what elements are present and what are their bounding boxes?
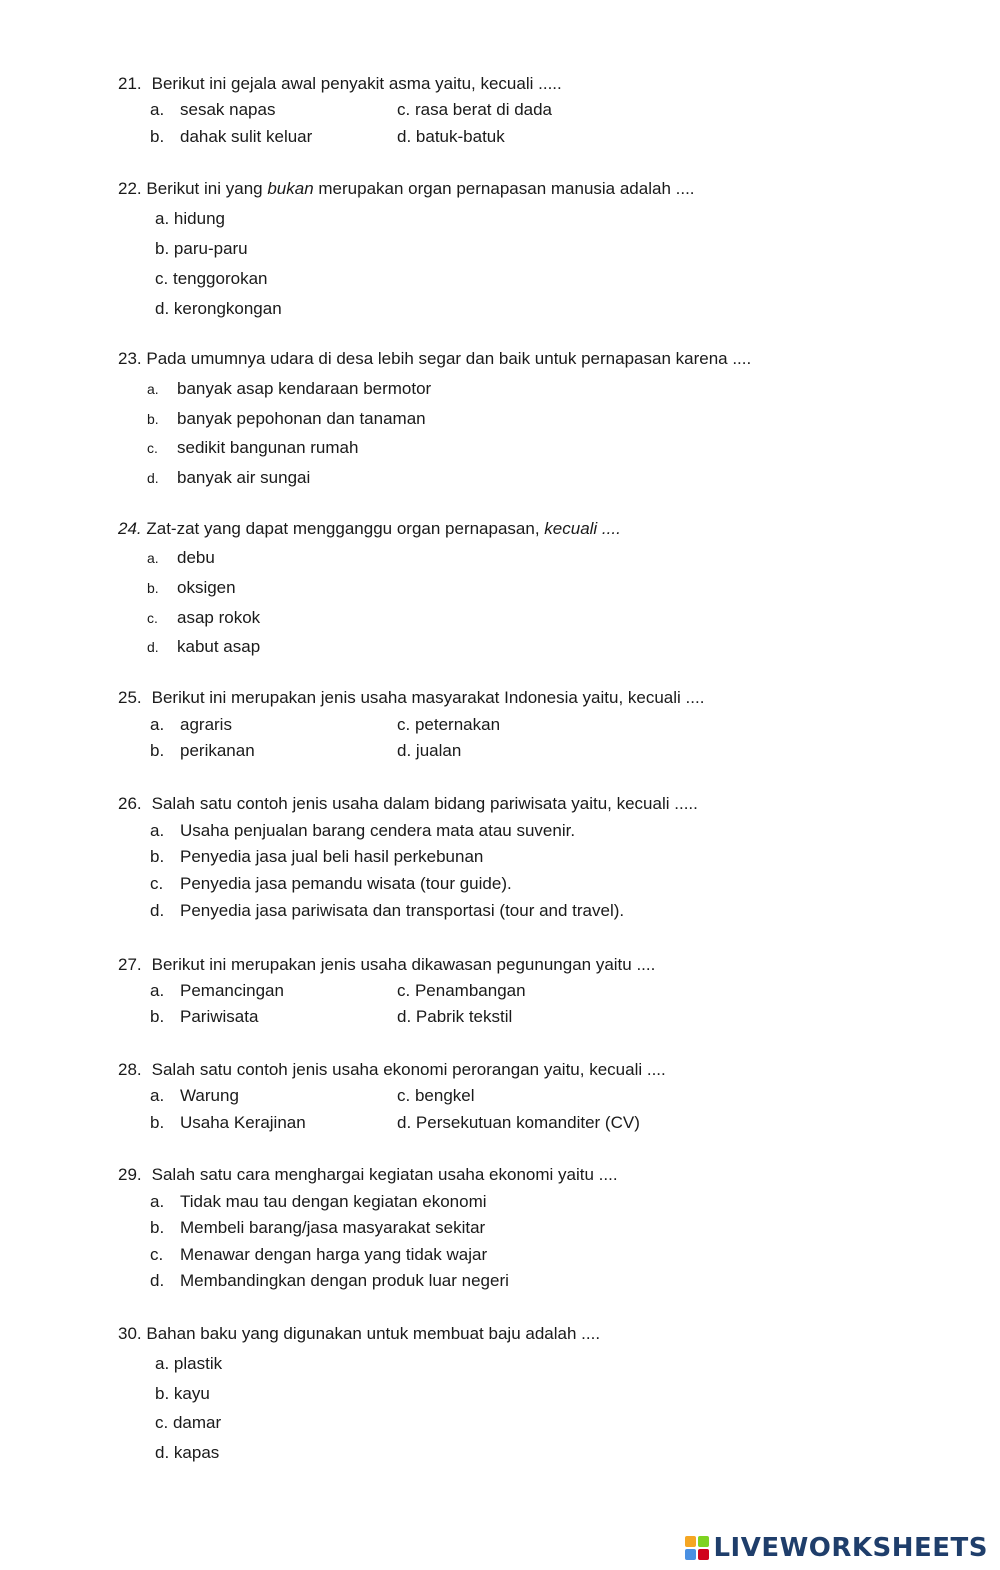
question-stem — [118, 794, 698, 814]
option-text: Usaha Kerajinan — [180, 1113, 306, 1132]
question-text: Berikut ini yang — [146, 179, 268, 198]
option-text: dahak sulit keluar — [180, 127, 313, 146]
option-c[interactable] — [147, 438, 358, 458]
question-stem — [118, 74, 562, 94]
question-stem — [118, 955, 655, 975]
option-a[interactable] — [155, 209, 225, 229]
option-b[interactable] — [150, 847, 483, 867]
option-a[interactable] — [147, 548, 215, 568]
option-letter: a. — [150, 981, 165, 1000]
option-text: Membandingkan dengan produk luar negeri — [180, 1271, 509, 1290]
option-text: perikanan — [180, 741, 255, 760]
option-text: jualan — [415, 741, 462, 760]
option-letter: b. — [150, 127, 165, 146]
option-letter: a. — [155, 209, 170, 228]
option-text: kerongkongan — [173, 299, 282, 318]
option-text: kayu — [173, 1384, 210, 1403]
option-text: Pabrik tekstil — [415, 1007, 513, 1026]
option-letter: a. — [147, 381, 159, 397]
option-d[interactable] — [155, 299, 282, 319]
option-c[interactable] — [397, 1086, 475, 1106]
option-text: Membeli barang/jasa masyarakat sekitar — [180, 1218, 486, 1237]
option-b[interactable] — [147, 409, 426, 429]
option-c[interactable] — [150, 1245, 487, 1265]
logo-icon — [685, 1536, 709, 1560]
option-c[interactable] — [155, 269, 268, 289]
option-c[interactable] — [397, 715, 500, 735]
option-text: kapas — [173, 1443, 220, 1462]
question-stem — [118, 179, 695, 199]
option-d[interactable] — [150, 901, 624, 921]
option-text: rasa berat di dada — [414, 100, 553, 119]
option-letter: a. — [155, 1354, 170, 1373]
option-letter: c. — [397, 981, 411, 1000]
option-text: Pemancingan — [180, 981, 284, 1000]
option-d[interactable] — [147, 468, 310, 488]
option-a[interactable] — [150, 100, 275, 120]
option-letter: a. — [147, 550, 159, 566]
option-text: damar — [172, 1413, 222, 1432]
option-a[interactable] — [150, 1192, 487, 1212]
option-d[interactable] — [397, 1007, 512, 1027]
option-a[interactable] — [150, 981, 284, 1001]
option-b[interactable] — [150, 127, 312, 147]
option-letter: c. — [155, 269, 169, 288]
question-text: Pada umumnya udara di desa lebih segar dan baik untuk pernapasan karena .... — [146, 349, 752, 368]
option-b[interactable] — [150, 1113, 306, 1133]
question-stem — [118, 1060, 666, 1080]
option-text: tenggorokan — [172, 269, 268, 288]
option-letter: d. — [147, 470, 159, 486]
option-letter: b. — [150, 1218, 165, 1237]
question-text: Salah satu cara menghargai kegiatan usaha ekonomi yaitu .... — [151, 1165, 618, 1184]
option-a[interactable] — [150, 821, 575, 841]
option-letter: c. — [155, 1413, 169, 1432]
question-stem — [118, 349, 751, 369]
option-d[interactable] — [150, 1271, 509, 1291]
option-letter: d. — [147, 639, 159, 655]
option-a[interactable] — [150, 1086, 239, 1106]
question-number: 27. — [118, 955, 142, 974]
question-text: Zat-zat yang dapat mengganggu organ pernapasan, — [146, 519, 545, 538]
option-text: banyak air sungai — [177, 468, 311, 487]
option-letter: c. — [147, 440, 158, 456]
option-b[interactable] — [150, 741, 255, 761]
question-number: 28. — [118, 1060, 142, 1079]
option-letter: c. — [397, 100, 411, 119]
option-letter: d. — [397, 741, 412, 760]
option-text: Usaha penjualan barang cendera mata atau suvenir. — [180, 821, 576, 840]
option-a[interactable] — [147, 379, 431, 399]
question-stem — [118, 688, 704, 708]
option-letter: c. — [397, 715, 411, 734]
option-text: agraris — [180, 715, 232, 734]
question-number: 26. — [118, 794, 142, 813]
option-c[interactable] — [147, 608, 260, 628]
option-letter: d. — [150, 901, 165, 920]
option-letter: c. — [150, 874, 164, 893]
option-text: peternakan — [414, 715, 501, 734]
option-text: hidung — [173, 209, 225, 228]
option-text: Persekutuan komanditer (CV) — [415, 1113, 640, 1132]
question-stem — [118, 519, 621, 539]
question-number: 29. — [118, 1165, 142, 1184]
option-d[interactable] — [397, 741, 461, 761]
option-d[interactable] — [397, 1113, 640, 1133]
option-text: banyak asap kendaraan bermotor — [177, 379, 432, 398]
option-letter: a. — [150, 100, 165, 119]
question-stem — [118, 1165, 618, 1185]
question-number: 25. — [118, 688, 142, 707]
option-letter: b. — [150, 1007, 165, 1026]
option-text: sedikit bangunan rumah — [177, 438, 359, 457]
option-a[interactable] — [150, 715, 232, 735]
option-text: Penambangan — [414, 981, 526, 1000]
question-text-emphasis: kecuali .... — [544, 519, 621, 538]
option-text: Penyedia jasa jual beli hasil perkebunan — [180, 847, 484, 866]
logo-text: LIVEWORKSHEETS — [713, 1533, 988, 1563]
question-text: Salah satu contoh jenis usaha ekonomi perorangan yaitu, kecuali .... — [151, 1060, 666, 1079]
option-text: banyak pepohonan dan tanaman — [177, 409, 426, 428]
question-text: merupakan organ pernapasan manusia adalah .... — [313, 179, 695, 198]
option-text: Tidak mau tau dengan kegiatan ekonomi — [180, 1192, 487, 1211]
option-c[interactable] — [155, 1413, 221, 1433]
option-letter: b. — [150, 1113, 165, 1132]
option-b[interactable] — [150, 1007, 258, 1027]
question-text: Berikut ini gejala awal penyakit asma yaitu, kecuali ..... — [151, 74, 562, 93]
option-letter: a. — [150, 821, 165, 840]
option-text: asap rokok — [177, 608, 261, 627]
question-text: Salah satu contoh jenis usaha dalam bidang pariwisata yaitu, kecuali ..... — [151, 794, 698, 813]
option-text: Penyedia jasa pariwisata dan transportasi (tour and travel). — [180, 901, 625, 920]
option-text: oksigen — [177, 578, 236, 597]
question-number: 23. — [118, 349, 142, 368]
option-a[interactable] — [155, 1354, 222, 1374]
option-letter: a. — [150, 715, 165, 734]
option-text: paru-paru — [173, 239, 248, 258]
option-text: sesak napas — [180, 100, 276, 119]
question-text: Berikut ini merupakan jenis usaha dikawasan pegunungan yaitu .... — [151, 955, 656, 974]
question-number: 24. — [118, 519, 142, 538]
option-c[interactable] — [150, 874, 512, 894]
option-b[interactable] — [150, 1218, 485, 1238]
option-text: debu — [177, 548, 215, 567]
option-text: bengkel — [414, 1086, 475, 1105]
option-text: Warung — [180, 1086, 239, 1105]
option-text: Penyedia jasa pemandu wisata (tour guide). — [180, 874, 512, 893]
option-b[interactable] — [155, 239, 248, 259]
option-letter: d. — [155, 1443, 170, 1462]
option-letter: d. — [397, 1007, 412, 1026]
option-text: kabut asap — [177, 637, 261, 656]
option-letter: d. — [150, 1271, 165, 1290]
question-number: 21. — [118, 74, 142, 93]
question-text: Bahan baku yang digunakan untuk membuat baju adalah .... — [146, 1324, 601, 1343]
option-letter: b. — [155, 239, 170, 258]
question-stem — [118, 1324, 600, 1344]
option-letter: d. — [155, 299, 170, 318]
option-letter: a. — [150, 1192, 165, 1211]
option-letter: b. — [147, 411, 159, 427]
option-text: Menawar dengan harga yang tidak wajar — [180, 1245, 488, 1264]
option-letter: a. — [150, 1086, 165, 1105]
option-letter: d. — [397, 127, 412, 146]
question-text: Berikut ini merupakan jenis usaha masyarakat Indonesia yaitu, kecuali .... — [151, 688, 705, 707]
option-d[interactable] — [155, 1443, 219, 1463]
option-d[interactable] — [397, 127, 505, 147]
option-letter: d. — [397, 1113, 412, 1132]
question-number: 30. — [118, 1324, 142, 1343]
option-letter: c. — [147, 610, 158, 626]
option-b[interactable] — [155, 1384, 210, 1404]
option-letter: b. — [150, 741, 165, 760]
option-b[interactable] — [147, 578, 236, 598]
option-letter: c. — [397, 1086, 411, 1105]
option-text: Pariwisata — [180, 1007, 259, 1026]
option-letter: b. — [147, 580, 159, 596]
question-text-emphasis: bukan — [267, 179, 314, 198]
liveworksheets-logo — [685, 1533, 988, 1563]
option-c[interactable] — [397, 100, 552, 120]
option-c[interactable] — [397, 981, 526, 1001]
option-text: batuk-batuk — [415, 127, 505, 146]
option-letter: b. — [150, 847, 165, 866]
option-letter: c. — [150, 1245, 164, 1264]
option-letter: b. — [155, 1384, 170, 1403]
question-number: 22. — [118, 179, 142, 198]
option-text: plastik — [173, 1354, 223, 1373]
option-d[interactable] — [147, 637, 260, 657]
